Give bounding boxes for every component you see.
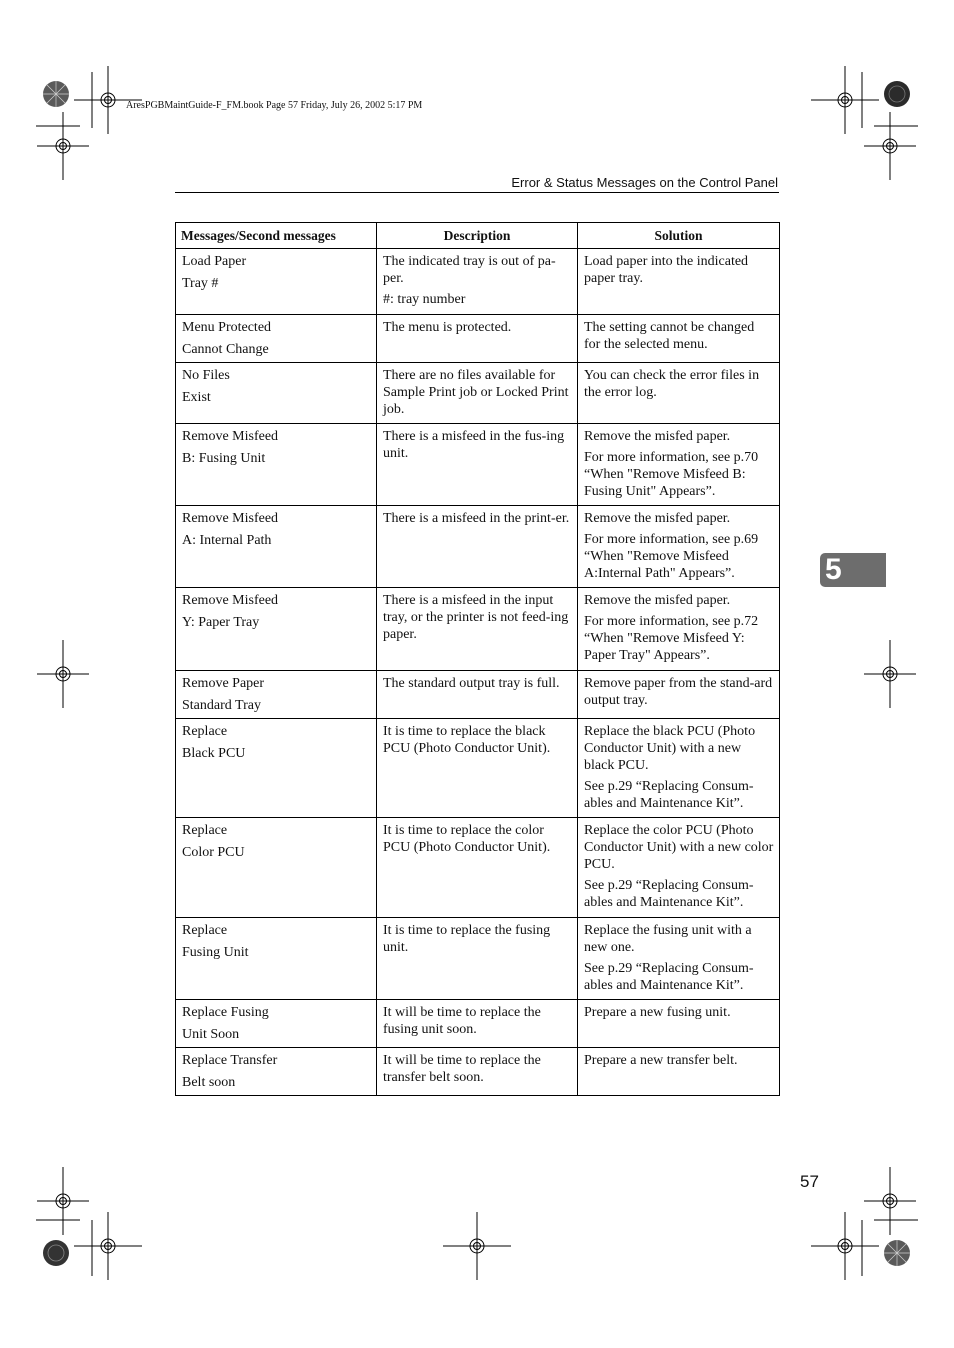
table-row	[176, 1000, 780, 1048]
solution-cell	[578, 363, 780, 424]
description-text: It is time to replace the black PCU (Photo Conductor Unit).	[383, 724, 551, 756]
page-number: 57	[800, 1172, 819, 1191]
table-row	[176, 671, 780, 719]
description-text: It is time to replace the fusing unit.	[383, 923, 551, 955]
message-line: Replace	[182, 724, 228, 739]
table-row	[176, 506, 780, 588]
message-line: Replace	[182, 823, 228, 838]
message-cell	[176, 506, 377, 588]
table-row	[176, 315, 780, 363]
solution-cell	[578, 671, 780, 719]
solution-cell	[578, 315, 780, 363]
solution-text: Remove the misfed paper.	[584, 429, 731, 444]
solution-cell	[578, 424, 780, 506]
solution-cell	[578, 1048, 780, 1096]
solution-text: Replace the color PCU (Photo Conductor Unit) with a new color PCU.	[584, 823, 774, 872]
description-cell	[377, 363, 578, 424]
solution-cell	[578, 719, 780, 818]
description-cell	[377, 1048, 578, 1096]
description-cell	[377, 719, 578, 818]
message-cell	[176, 1000, 377, 1048]
message-cell	[176, 249, 377, 315]
description-cell	[377, 918, 578, 1000]
solution-text: Prepare a new fusing unit.	[584, 1005, 731, 1020]
table-header-row	[176, 223, 780, 249]
description-cell	[377, 506, 578, 588]
description-text: There is a misfeed in the input tray, or the printer is not feed-ing paper.	[383, 593, 569, 642]
column-header: Messages/Second messages	[176, 223, 377, 249]
solution-reference: See p.29 “Replacing Consum-ables and Maintenance Kit”.	[584, 878, 754, 910]
solution-text: Load paper into the indicated paper tray.	[584, 254, 749, 286]
running-header-title: Error & Status Messages on the Control Panel	[511, 175, 778, 190]
chapter-tab: 5	[820, 553, 886, 587]
column-header: Solution	[578, 223, 780, 249]
messages-table	[175, 222, 780, 1096]
solution-cell	[578, 818, 780, 918]
color-calibration-icon	[883, 80, 911, 108]
solution-text: Remove the misfed paper.	[584, 511, 731, 526]
second-message-line: A: Internal Path	[182, 533, 272, 548]
description-text: It will be time to replace the transfer belt soon.	[383, 1053, 541, 1085]
table-row	[176, 1048, 780, 1096]
table-row	[176, 818, 780, 918]
second-message-line: Y: Paper Tray	[182, 615, 260, 630]
table-row	[176, 719, 780, 818]
description-cell	[377, 424, 578, 506]
message-cell	[176, 1048, 377, 1096]
message-line: Remove Misfeed	[182, 511, 279, 526]
second-message-line: Cannot Change	[182, 342, 269, 357]
solution-text: You can check the error files in the error log.	[584, 368, 760, 400]
message-cell	[176, 588, 377, 671]
solution-text: The setting cannot be changed for the selected menu.	[584, 320, 755, 352]
description-cell	[377, 1000, 578, 1048]
column-header: Description	[377, 223, 578, 249]
second-message-line: Unit Soon	[182, 1027, 240, 1042]
second-message-line: Black PCU	[182, 746, 246, 761]
print-info: AresPGBMaintGuide-F_FM.book Page 57 Friday, July 26, 2002 5:17 PM	[126, 100, 423, 111]
message-line: Menu Protected	[182, 320, 272, 335]
description-text: per.	[383, 271, 404, 286]
description-text: There are no files available for Sample Print job or Locked Print job.	[383, 368, 569, 417]
solution-cell	[578, 506, 780, 588]
table-row	[176, 424, 780, 506]
table-row	[176, 588, 780, 671]
second-message-line: Color PCU	[182, 845, 245, 860]
message-line: Remove Paper	[182, 676, 265, 691]
second-message-line: Tray #	[182, 276, 219, 291]
solution-reference: For more information, see p.72 “When "Remove Misfeed Y: Paper Tray" Appears”.	[584, 614, 759, 663]
description-text: The menu is protected.	[383, 320, 512, 335]
message-cell	[176, 424, 377, 506]
solution-reference: See p.29 “Replacing Consum-ables and Maintenance Kit”.	[584, 961, 754, 993]
message-cell	[176, 671, 377, 719]
description-text: There is a misfeed in the fus-ing unit.	[383, 429, 565, 461]
solution-cell	[578, 249, 780, 315]
message-cell	[176, 315, 377, 363]
message-cell	[176, 918, 377, 1000]
message-cell	[176, 818, 377, 918]
solution-text: Remove paper from the stand-ard output tray.	[584, 676, 773, 708]
message-cell	[176, 719, 377, 818]
description-text: The indicated tray is out of pa-	[383, 254, 556, 269]
description-text: The standard output tray is full.	[383, 676, 560, 691]
solution-reference: See p.29 “Replacing Consum-ables and Maintenance Kit”.	[584, 779, 754, 811]
message-line: Remove Misfeed	[182, 593, 279, 608]
header-rule	[175, 192, 779, 193]
solution-reference: For more information, see p.70 “When "Remove Misfeed B: Fusing Unit" Appears”.	[584, 450, 759, 499]
solution-cell	[578, 588, 780, 671]
table-row	[176, 918, 780, 1000]
solution-text: Replace the black PCU (Photo Conductor Unit) with a new black PCU.	[584, 724, 756, 773]
description-cell	[377, 818, 578, 918]
message-line: Replace Fusing	[182, 1005, 269, 1020]
table-row	[176, 249, 780, 315]
solution-text: Remove the misfed paper.	[584, 593, 731, 608]
description-text: There is a misfeed in the print-er.	[383, 511, 570, 526]
description-text: It is time to replace the color PCU (Photo Conductor Unit).	[383, 823, 551, 855]
description-cell	[377, 315, 578, 363]
message-line: Replace Transfer	[182, 1053, 278, 1068]
message-line: Remove Misfeed	[182, 429, 279, 444]
color-calibration-icon	[883, 1239, 911, 1267]
second-message-line: Fusing Unit	[182, 945, 249, 960]
solution-cell	[578, 918, 780, 1000]
solution-cell	[578, 1000, 780, 1048]
second-message-line: Standard Tray	[182, 698, 261, 713]
message-line: Load Paper	[182, 254, 247, 269]
second-message-line: B: Fusing Unit	[182, 451, 266, 466]
solution-text: Prepare a new transfer belt.	[584, 1053, 738, 1068]
second-message-line: Exist	[182, 390, 211, 405]
table-row	[176, 363, 780, 424]
description-text: #: tray number	[383, 292, 466, 307]
color-calibration-icon	[42, 80, 70, 108]
description-cell	[377, 588, 578, 671]
message-line: No Files	[182, 368, 230, 383]
message-line: Replace	[182, 923, 228, 938]
color-calibration-icon	[42, 1239, 70, 1267]
solution-reference: For more information, see p.69 “When "Remove Misfeed A:Internal Path" Appears”.	[584, 532, 759, 581]
description-text: It will be time to replace the fusing unit soon.	[383, 1005, 541, 1037]
second-message-line: Belt soon	[182, 1075, 236, 1090]
description-cell	[377, 249, 578, 315]
description-cell	[377, 671, 578, 719]
message-cell	[176, 363, 377, 424]
solution-text: Replace the fusing unit with a new one.	[584, 923, 752, 955]
